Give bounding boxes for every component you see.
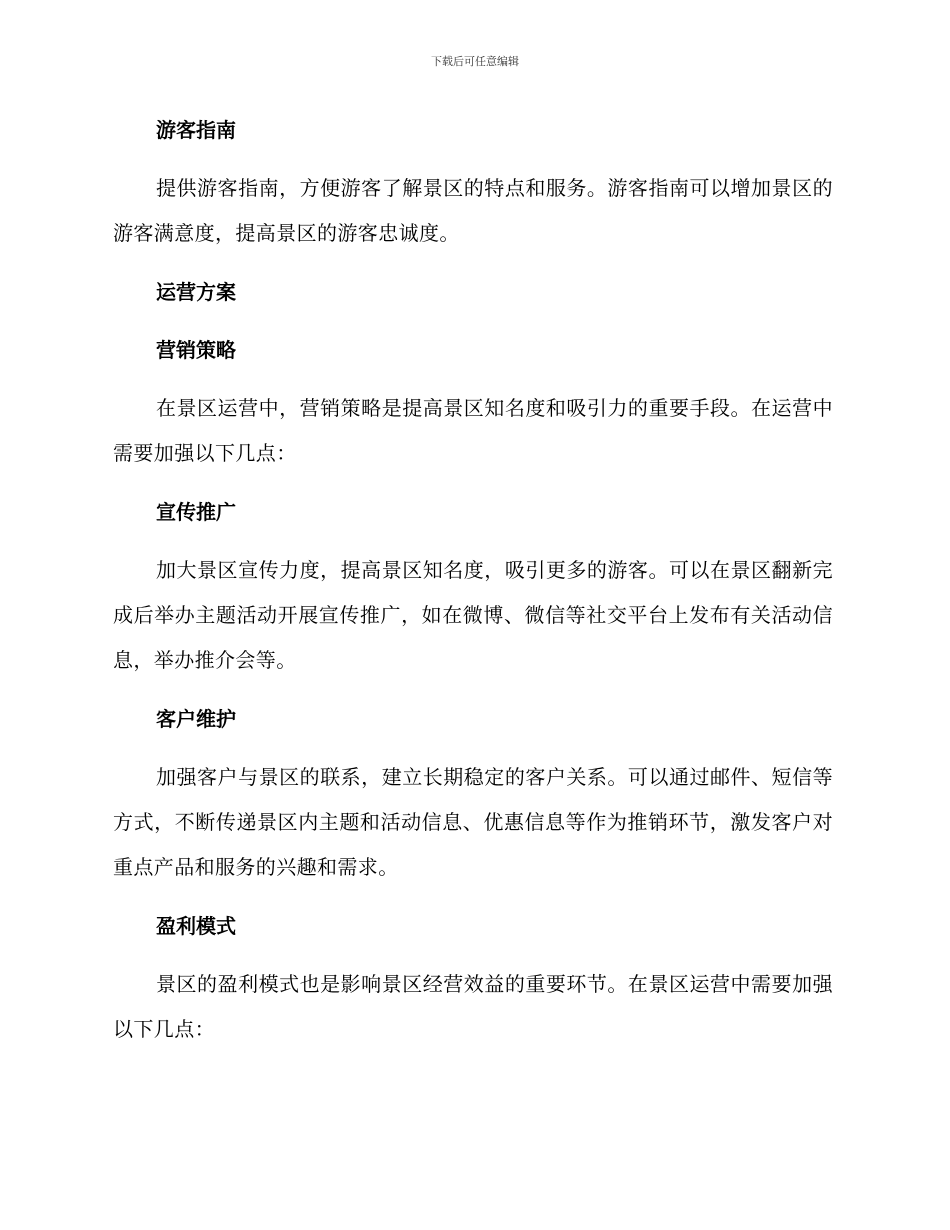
section-heading-operation-plan: 运营方案: [156, 280, 236, 304]
document-body: [113, 108, 833, 1066]
paragraph-promotion: 加大景区宣传力度，提高景区知名度，吸引更多的游客。可以在景区翻新完成后举办主题活动开展宣传推广，如在微博、微信等社交平台上发布有关活动信息，举办推介会等。: [113, 558, 833, 672]
section-heading-marketing-strategy: 营销策略: [156, 338, 236, 362]
section-heading-tourist-guide: 游客指南: [156, 118, 236, 142]
section-heading-customer-maintenance: 客户维护: [156, 707, 236, 731]
paragraph-profit-model: 景区的盈利模式也是影响景区经营效益的重要环节。在景区运营中需要加强以下几点：: [113, 972, 833, 1041]
paragraph-customer-maintenance: 加强客户与景区的联系，建立长期稳定的客户关系。可以通过邮件、短信等方式，不断传递景区内主题和活动信息、优惠信息等作为推销环节，激发客户对重点产品和服务的兴趣和需求。: [113, 765, 833, 879]
paragraph-tourist-guide: 提供游客指南，方便游客了解景区的特点和服务。游客指南可以增加景区的游客满意度，提高景区的游客忠诚度。: [113, 176, 833, 245]
paragraph-marketing-strategy: 在景区运营中，营销策略是提高景区知名度和吸引力的重要手段。在运营中需要加强以下几点：: [113, 396, 833, 465]
section-heading-promotion: 宣传推广: [156, 500, 236, 524]
page-header-note: 下载后可任意编辑: [431, 55, 519, 68]
section-heading-profit-model: 盈利模式: [156, 914, 236, 938]
